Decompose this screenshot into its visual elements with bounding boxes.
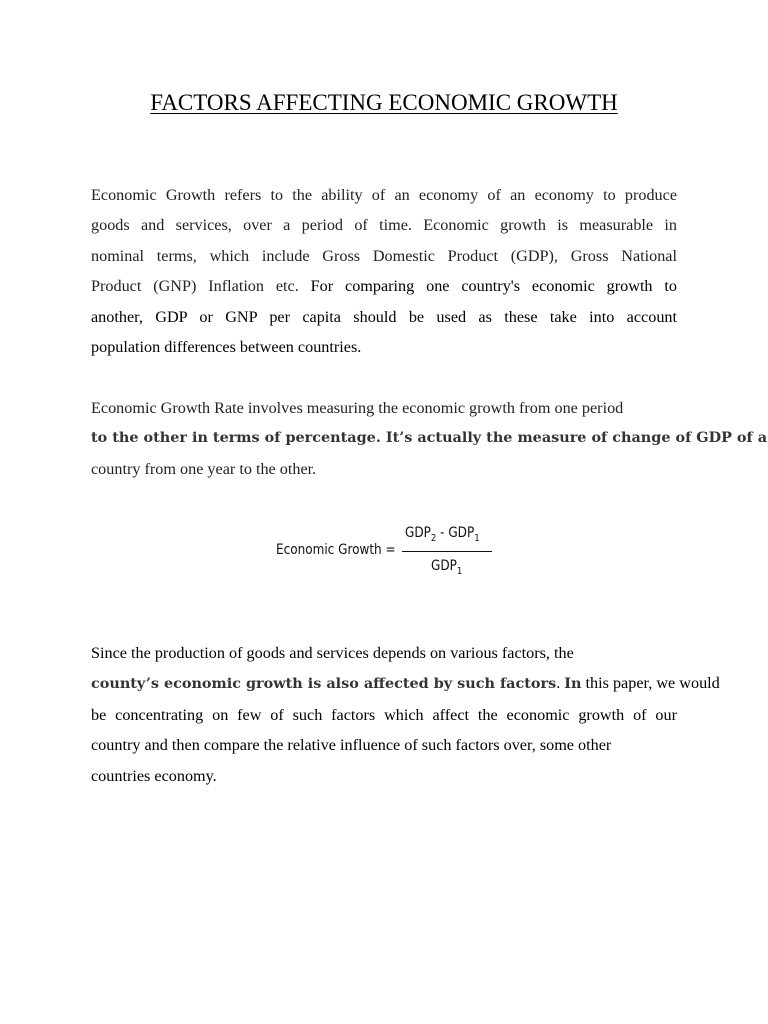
text-segment-bold: county’s economic growth is also affected by such factors (91, 675, 557, 693)
text-segment: this paper, we would (581, 674, 720, 693)
text-line: Economic Growth refers to the ability of an economy of an economy to produce (91, 186, 677, 204)
title-text: FACTORS AFFECTING ECONOMIC GROWTH (150, 90, 618, 115)
text-line: goods and services, over a period of time. Economic growth is measurable in (91, 216, 677, 235)
formula-numerator (405, 525, 480, 544)
text-segment: . (556, 674, 565, 693)
formula-term: GDP (405, 525, 431, 541)
text-line: Economic Growth Rate involves measuring the economic growth from one period (91, 399, 624, 417)
text-line: another, GDP or GNP per capita should be used as these take into account (91, 307, 677, 326)
formula-lhs: Economic Growth = (276, 542, 396, 558)
text-line: population differences between countries. (91, 338, 362, 357)
paragraph-definition (91, 180, 677, 362)
text-line: countries economy. (91, 766, 217, 785)
fraction-bar (402, 551, 492, 552)
text-segment: For comparing one country's economic growth to (310, 277, 677, 296)
text-segment-bold: In (564, 675, 582, 693)
text-line (91, 271, 677, 301)
text-line (91, 668, 720, 699)
text-line: Since the production of goods and services depends on various factors, the (91, 644, 574, 662)
text-segment: Product (GNP) Inflation etc. (91, 277, 311, 296)
formula-term: GDP (448, 525, 475, 541)
paragraph-growth-rate (91, 393, 768, 484)
formula-denominator (431, 558, 462, 577)
text-line: country and then compare the relative influence of such factors over, some other (91, 736, 612, 755)
text-line: country from one year to the other. (91, 459, 317, 478)
formula-operator: - (436, 525, 449, 541)
paragraph-factors (91, 638, 720, 791)
text-line-bold: to the other in terms of percentage. It’s actually the measure of change of GDP of a (91, 429, 768, 447)
formula-term: GDP (431, 558, 457, 574)
text-line: nominal terms, which include Gross Domestic Product (GDP), Gross National (91, 246, 677, 265)
formula-subscript: 1 (474, 533, 480, 544)
formula-subscript: 2 (430, 533, 437, 544)
text-line: be concentrating on few of such factors which affect the economic growth of our (91, 705, 677, 724)
formula-subscript: 1 (456, 566, 463, 577)
document-title (0, 90, 768, 116)
